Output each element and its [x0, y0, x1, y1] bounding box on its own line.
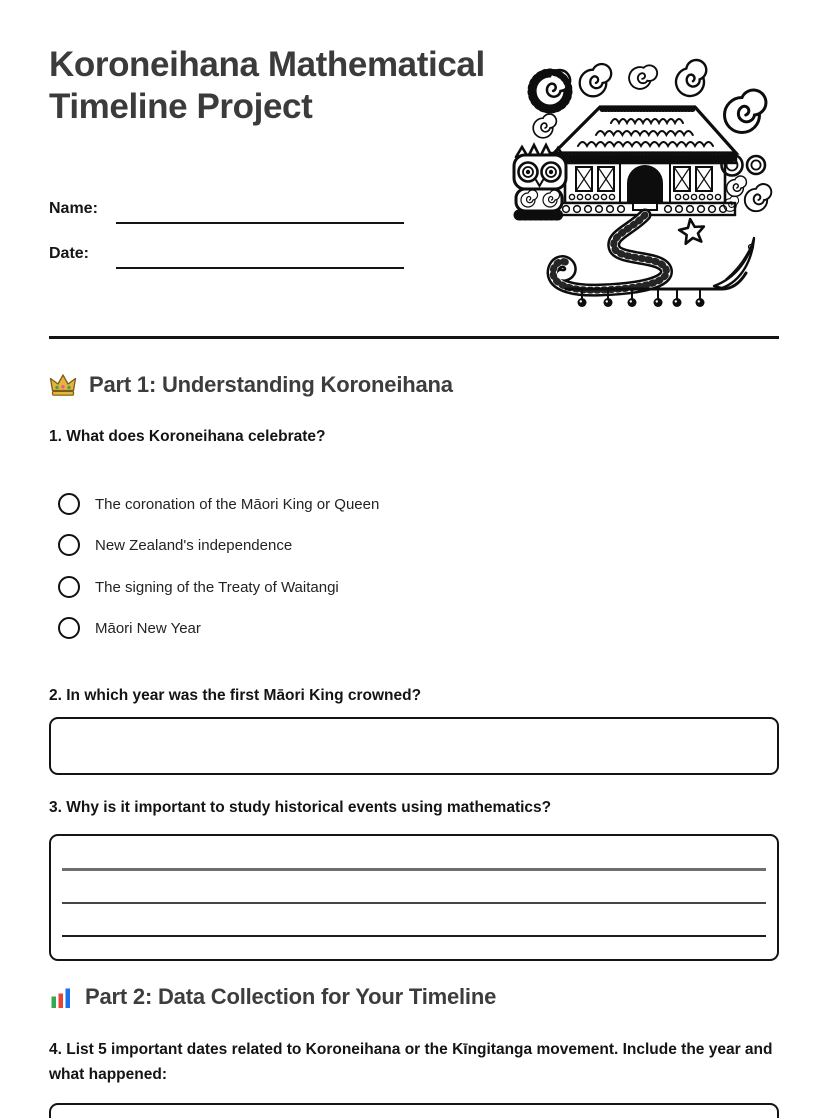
date-write-line[interactable] — [116, 267, 404, 269]
name-write-line[interactable] — [116, 222, 404, 224]
q1-option-3[interactable] — [58, 575, 339, 599]
q2-answer-box[interactable] — [49, 717, 779, 775]
name-label: Name: — [49, 200, 98, 217]
crown-icon — [49, 373, 77, 398]
option-label: The coronation of the Māori King or Queen — [95, 495, 380, 513]
section-divider — [49, 336, 779, 339]
q1-label: 1. What does Koroneihana celebrate? — [49, 428, 326, 445]
date-label: Date: — [49, 245, 90, 262]
q3-label: 3. Why is it important to study historical events using mathematics? — [49, 799, 552, 816]
part2-heading-text: Part 2: Data Collection for Your Timeline — [85, 984, 497, 1009]
writing-line — [62, 868, 766, 871]
writing-line — [62, 902, 766, 904]
q4-answer-box[interactable] — [49, 1103, 779, 1118]
radio-icon[interactable] — [58, 617, 80, 639]
wharenui-illustration — [508, 45, 780, 310]
option-label: The signing of the Treaty of Waitangi — [95, 578, 339, 596]
option-label: Māori New Year — [95, 619, 201, 637]
bar-chart-icon — [49, 985, 73, 1010]
q4-label: 4. List 5 important dates related to Koroneihana or the Kīngitanga movement. Include the year and what happened: — [49, 1041, 773, 1083]
page-title: Koroneihana Mathematical Timeline Project — [49, 45, 485, 126]
q3-answer-box[interactable] — [49, 834, 779, 961]
q1-option-1[interactable] — [58, 492, 379, 516]
part1-heading-text: Part 1: Understanding Koroneihana — [89, 372, 453, 397]
q1-option-4[interactable] — [58, 616, 201, 640]
radio-icon[interactable] — [58, 534, 80, 556]
q2-label: 2. In which year was the first Māori King crowned? — [49, 687, 422, 704]
q1-option-2[interactable] — [58, 533, 292, 557]
option-label: New Zealand's independence — [95, 536, 293, 554]
writing-line — [62, 935, 766, 937]
part2-heading — [49, 984, 496, 1010]
part1-heading — [49, 372, 453, 398]
radio-icon[interactable] — [58, 576, 80, 598]
radio-icon[interactable] — [58, 493, 80, 515]
